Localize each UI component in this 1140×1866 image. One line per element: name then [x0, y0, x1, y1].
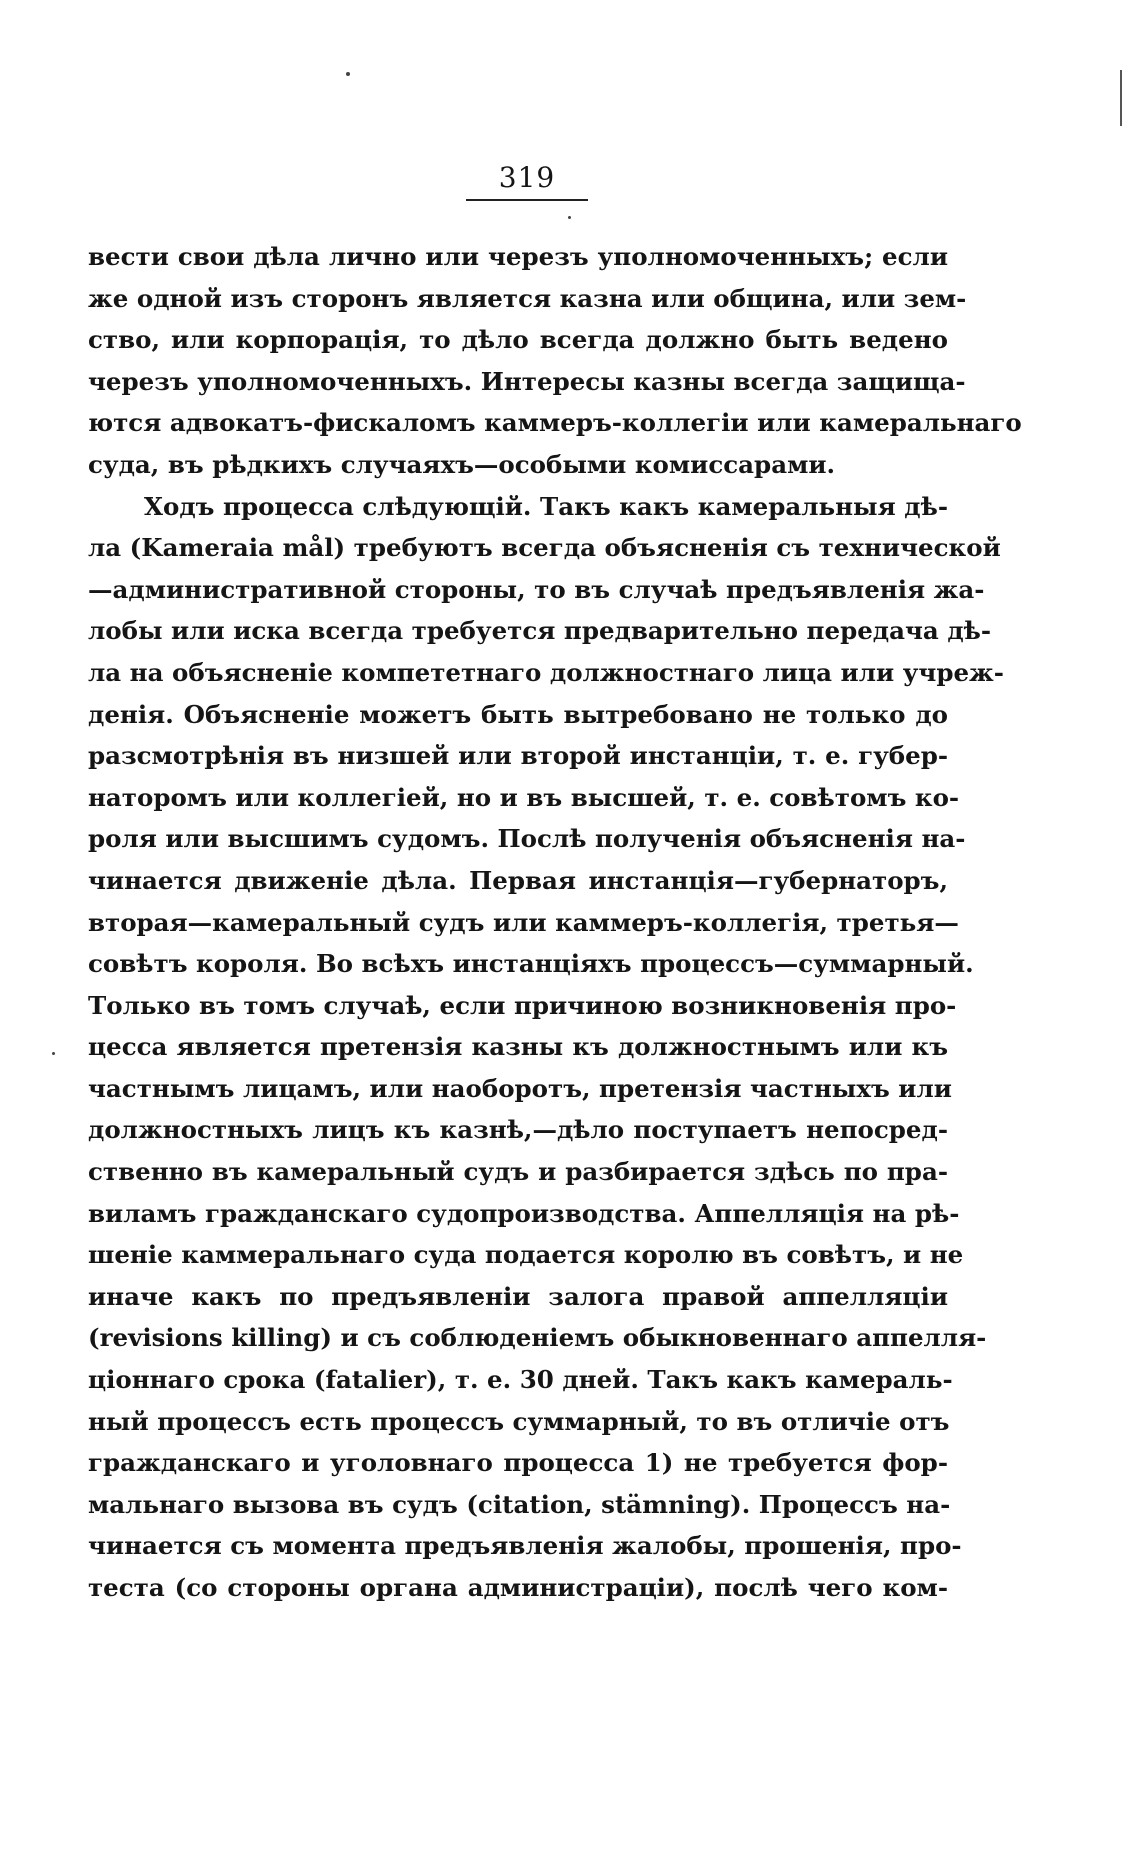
- header-rule: [466, 199, 588, 201]
- page-edge-mark: [1120, 70, 1122, 126]
- text-line: вести свои дѣла лично или черезъ уполномоченныхъ; если: [88, 242, 948, 271]
- scan-speck: [568, 216, 571, 219]
- text-line: Ходъ процесса слѣдующій. Такъ какъ камеральныя дѣ-: [144, 491, 948, 521]
- text-line: же одной изъ сторонъ является казна или община, или зем-: [88, 283, 967, 313]
- text-line: частнымъ лицамъ, или наоборотъ, претензія частныхъ или: [88, 1073, 952, 1103]
- text-line: лобы или иска всегда требуется предварительно передача дѣ-: [88, 616, 992, 646]
- text-line: чинается съ момента предъявленія жалобы, прошенія, про-: [88, 1531, 962, 1561]
- text-line: ла (Kameraia mål) требуютъ всегда объясненія съ технической: [88, 533, 1001, 563]
- text-line: суда, въ рѣдкихъ случаяхъ—особыми комиссарами.: [88, 449, 836, 479]
- text-line: шеніе каммеральнаго суда подается королю въ совѣтъ, и не: [88, 1240, 964, 1270]
- page-number: 319: [498, 161, 556, 194]
- text-line: —административной стороны, то въ случаѣ предъявленія жа-: [88, 574, 985, 604]
- scan-speck: [346, 72, 350, 76]
- text-line: ціоннаго срока (fatalier), т. е. 30 дней. Такъ какъ камераль-: [88, 1365, 953, 1395]
- text-line: совѣтъ короля. Во всѣхъ инстанціяхъ процессъ—суммарный.: [88, 949, 974, 979]
- text-line: ственно въ камеральный судъ и разбирается здѣсь по пра-: [88, 1157, 948, 1187]
- text-line: разсмотрѣнія въ низшей или второй инстанціи, т. е. губер-: [88, 741, 948, 771]
- text-line: виламъ гражданскаго судопроизводства. Аппелляція на рѣ-: [88, 1198, 960, 1228]
- text-line: Только въ томъ случаѣ, если причиною возникновенія про-: [88, 990, 957, 1020]
- text-line: (revisions killing) и съ соблюденіемъ обыкновеннаго аппелля-: [88, 1323, 987, 1353]
- page-header: [466, 158, 588, 201]
- text-line: ство, или корпорація, то дѣло всегда должно быть ведено: [88, 325, 948, 355]
- text-line: гражданскаго и уголовнаго процесса 1) не требуется фор-: [88, 1448, 948, 1478]
- body-text: [88, 236, 1022, 1609]
- text-line: ются адвокатъ-фискаломъ каммеръ-коллегіи или камеральнаго: [88, 408, 1022, 438]
- text-line: черезъ уполномоченныхъ. Интересы казны всегда защища-: [88, 366, 966, 396]
- text-line: ный процессъ есть процессъ суммарный, то въ отличіе отъ: [88, 1406, 950, 1436]
- scan-speck: [52, 1052, 55, 1055]
- text-line: цесса является претензія казны къ должностнымъ или къ: [88, 1032, 948, 1062]
- text-line: мальнаго вызова въ судъ (citation, stämning). Процессъ на-: [88, 1489, 951, 1519]
- text-line: наторомъ или коллегіей, но и въ высшей, т. е. совѣтомъ ко-: [88, 782, 960, 812]
- text-line: теста (со стороны органа администраціи), послѣ чего ком-: [88, 1573, 948, 1602]
- text-line: вторая—камеральный судъ или каммеръ-коллегія, третья—: [88, 907, 959, 937]
- text-line: должностныхъ лицъ къ казнѣ,—дѣло поступаетъ непосред-: [88, 1115, 948, 1145]
- text-line: иначе какъ по предъявленіи залога правой аппелляціи: [88, 1281, 948, 1311]
- text-line: ла на объясненіе компететнаго должностнаго лица или учреж-: [88, 657, 1004, 687]
- text-line: денія. Объясненіе можетъ быть вытребовано не только до: [88, 699, 948, 729]
- text-line: роля или высшимъ судомъ. Послѣ полученія объясненія на-: [88, 824, 966, 854]
- text-line: чинается движеніе дѣла. Первая инстанція—губернаторъ,: [88, 865, 948, 895]
